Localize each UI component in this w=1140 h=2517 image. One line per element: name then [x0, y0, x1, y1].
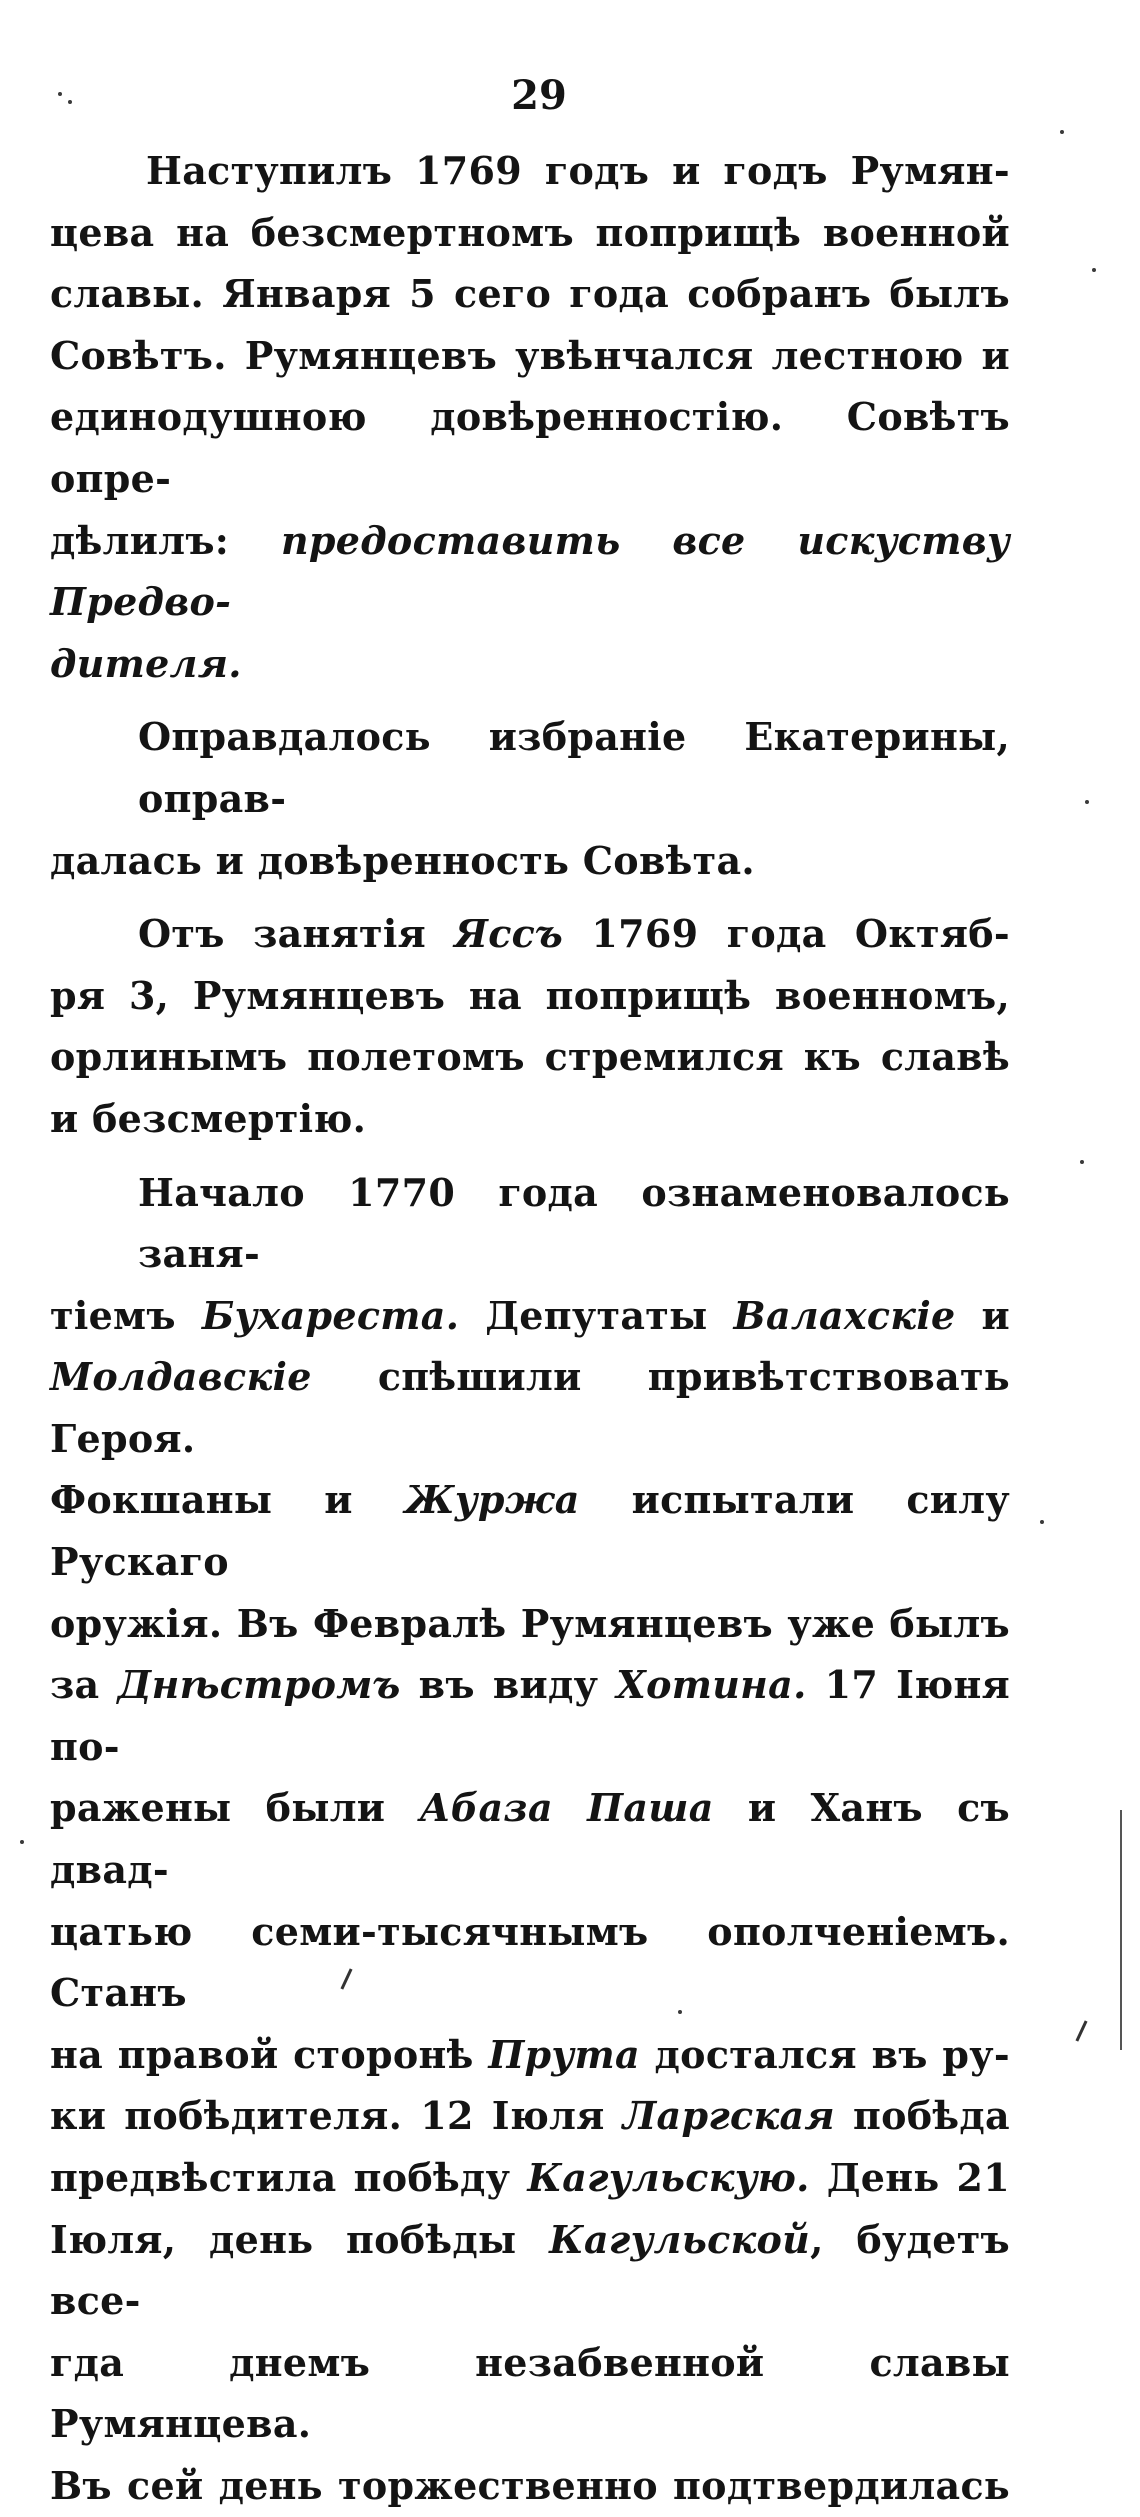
text-line: орлинымъ полетомъ стремился къ славѣ — [50, 1034, 1010, 1080]
italic-phrase: Хотина. — [616, 1662, 807, 1708]
scan-speck — [1040, 1520, 1044, 1524]
text-fragment: 1769 года Октяб- — [563, 911, 1010, 957]
italic-phrase: Кагульскую. — [527, 2155, 810, 2200]
text-fragment: ражены были — [50, 1785, 420, 1831]
text-line-italic — [50, 633, 1010, 695]
text-fragment: и Ханъ съ двад- — [50, 1785, 1010, 1893]
text-line-italic — [50, 1777, 1010, 1900]
text-fragment: испытали силу Рускаго — [50, 1477, 1010, 1585]
text-fragment: ки побѣдителя. 12 Іюля — [50, 2093, 623, 2139]
italic-phrase: Днѣстромъ — [117, 1662, 401, 1708]
body-text — [50, 140, 1010, 2517]
text-line-italic — [50, 1654, 1010, 1777]
text-line-italic — [50, 1285, 1010, 1347]
text-fragment: побѣда — [834, 2093, 1010, 2139]
text-line: и безсмертію. — [50, 1095, 367, 1141]
page-number: 29 — [511, 72, 567, 119]
italic-phrase: Журжа — [404, 1477, 580, 1523]
paragraph-1 — [50, 140, 1010, 694]
text-fragment: и — [955, 1292, 1011, 1338]
text-line-italic — [50, 2147, 1010, 2209]
text-line: Оправдалось избраніе Екатерины, оправ- — [138, 714, 1010, 821]
italic-phrase: Валахскіе — [733, 1292, 956, 1338]
text-line: оружія. Въ Февралѣ Румянцевъ уже былъ — [50, 1600, 1010, 1646]
text-fragment: День 21 — [809, 2155, 1010, 2200]
scan-speck — [1080, 1160, 1084, 1164]
italic-phrase: Ларгская — [622, 2093, 835, 2139]
italic-phrase: Прута — [488, 2031, 640, 2077]
scan-mark — [1075, 2020, 1087, 2041]
italic-phrase: предоставить все искуству Предво- — [50, 517, 1010, 625]
text-line: Въ сей день торжественно подтвердилась — [50, 2462, 1010, 2508]
italic-phrase: Яссъ — [454, 911, 564, 957]
text-fragment: предвѣстила побѣду — [50, 2155, 528, 2200]
text-line: ря 3, Румянцевъ на поприщѣ военномъ, — [50, 972, 1010, 1018]
scan-speck — [68, 100, 72, 104]
scan-speck — [678, 2010, 682, 2014]
paragraph-3 — [50, 903, 1010, 1149]
text-line-italic — [50, 2209, 1010, 2332]
text-fragment: Фокшаны и — [50, 1477, 405, 1523]
text-fragment: Отъ занятія — [138, 911, 455, 957]
text-fragment: Депутаты — [459, 1292, 734, 1338]
italic-phrase: Абаза Паша — [419, 1785, 714, 1831]
text-line: цева на безсмертномъ поприщѣ военной — [50, 209, 1010, 255]
text-fragment: спѣшили привѣтствовать Героя. — [50, 1354, 1010, 1461]
text-fragment: въ виду — [400, 1662, 617, 1708]
text-fragment: достался въ ру- — [639, 2031, 1010, 2077]
text-fragment: , будетъ все- — [50, 2216, 1010, 2324]
text-line: Начало 1770 года ознаменовалось заня- — [138, 1169, 1010, 1277]
italic-phrase: Молдавскіе — [50, 1354, 312, 1400]
scan-speck — [1060, 130, 1064, 134]
scan-speck — [1085, 800, 1089, 804]
text-fragment: тіемъ — [50, 1292, 202, 1338]
paragraph-4 — [50, 1162, 1010, 2517]
text-line-italic — [50, 1346, 1010, 1469]
text-fragment: на правой сторонѣ — [50, 2031, 489, 2077]
scan-speck — [1092, 268, 1096, 272]
paragraph-2 — [50, 706, 1010, 891]
text-line: цатью семи-тысячнымъ ополченіемъ. Станъ — [50, 1908, 1010, 2016]
text-line: далась и довѣренность Совѣта. — [50, 837, 755, 883]
text-line-italic — [50, 1469, 1010, 1592]
text-line-italic — [50, 2085, 1010, 2147]
text-line: единодушною довѣренностію. Совѣтъ опре- — [50, 394, 1010, 501]
text-fragment: 17 Іюня по- — [50, 1662, 1010, 1769]
text-fragment: дѣлилъ: — [50, 517, 281, 563]
text-line-italic — [50, 903, 1010, 965]
italic-phrase: Бухареста. — [201, 1292, 460, 1338]
italic-phrase: дителя. — [50, 640, 242, 686]
scan-speck — [20, 1840, 24, 1844]
text-line: гда днемъ незабвенной славы Румянцева. — [50, 2339, 1010, 2447]
scan-speck — [58, 92, 62, 96]
text-fragment: за — [50, 1662, 118, 1708]
text-line: Совѣтъ. Румянцевъ увѣнчался лестною и — [50, 332, 1010, 378]
text-line: Наступилъ 1769 годъ и годъ Румян- — [146, 148, 1010, 193]
text-line-italic — [50, 2024, 1010, 2086]
text-fragment: Іюля, день побѣды — [50, 2216, 550, 2262]
page-edge-line — [1120, 1810, 1122, 2050]
text-line: славы. Января 5 сего года собранъ былъ — [50, 271, 1010, 317]
italic-phrase: Кагульской — [549, 2216, 811, 2262]
text-line-italic — [50, 510, 1010, 633]
